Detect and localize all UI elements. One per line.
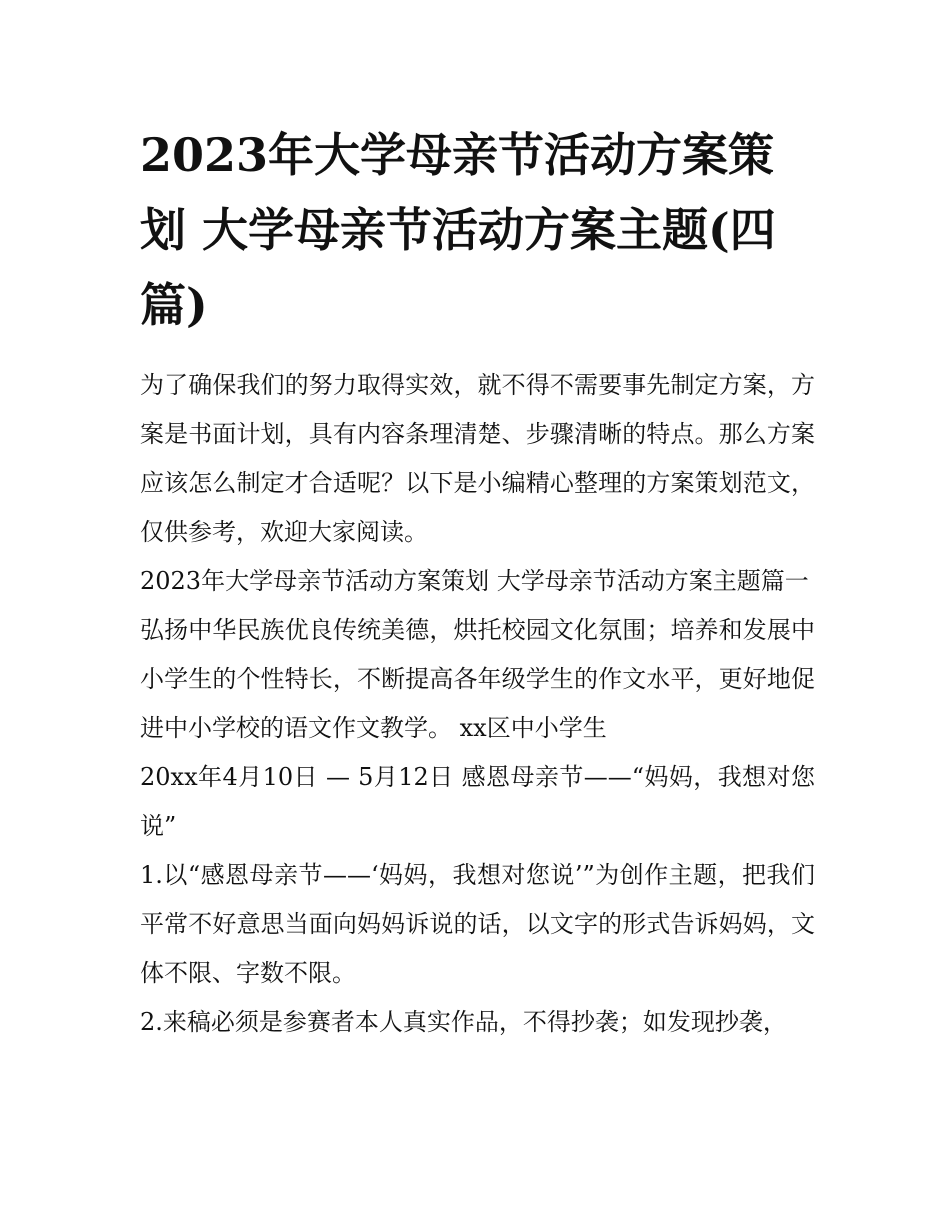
paragraph-purpose: 弘扬中华民族优良传统美德，烘托校园文化氛围；培养和发展中小学生的个性特长，不断提高各年级学生的作文水平，更好地促进中小学校的语文作文教学。 xx区中小学生 <box>140 616 815 742</box>
document-body <box>140 361 815 1047</box>
paragraph-date-theme: 20xx年4月10日 — 5月12日 感恩母亲节——“妈妈，我想对您说” <box>140 763 815 840</box>
paragraph-rule-1: 1.以“感恩母亲节——‘妈妈，我想对您说’”为创作主题，把我们平常不好意思当面向妈妈诉说的话，以文字的形式告诉妈妈，文体不限、字数不限。 <box>140 861 815 987</box>
paragraph-intro: 为了确保我们的努力取得实效，就不得不需要事先制定方案，方案是书面计划，具有内容条理清楚、步骤清晰的特点。那么方案应该怎么制定才合适呢？以下是小编精心整理的方案策划范文，仅供参考，欢迎大家阅读。 <box>140 371 815 546</box>
paragraph-section-heading: 2023年大学母亲节活动方案策划 大学母亲节活动方案主题篇一 <box>140 567 809 595</box>
document-title: 2023年大学母亲节活动方案策划 大学母亲节活动方案主题(四篇) <box>140 128 776 332</box>
paragraph-rule-2: 2.来稿必须是参赛者本人真实作品，不得抄袭；如发现抄袭， <box>140 1008 787 1036</box>
document-page <box>140 118 815 1047</box>
